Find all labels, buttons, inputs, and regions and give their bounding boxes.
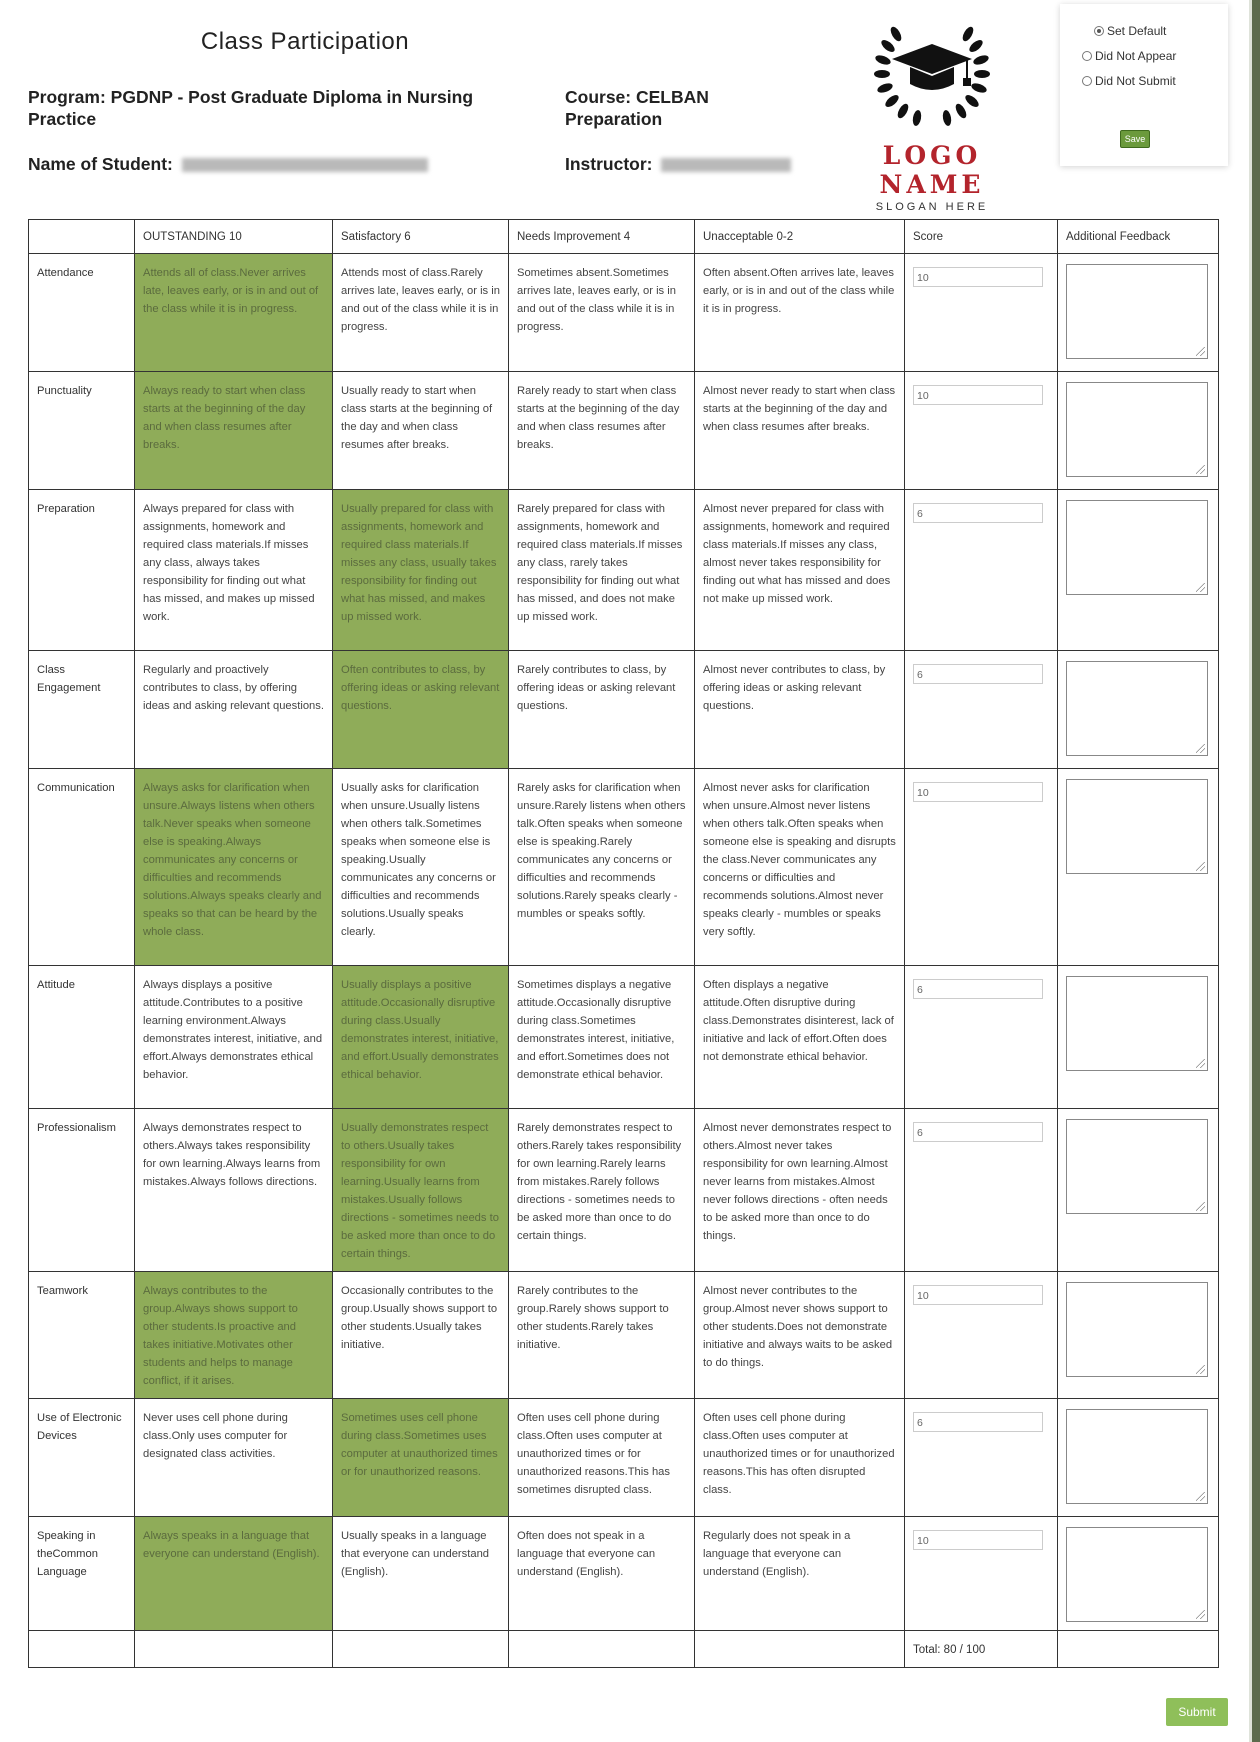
- table-row: [29, 966, 1219, 1109]
- table-row: [29, 1272, 1219, 1399]
- table-header-row: [29, 220, 1219, 254]
- radio-did-not-submit[interactable]: [1082, 74, 1176, 88]
- save-button[interactable]: Save: [1120, 130, 1150, 148]
- feedback-cell: [1058, 1399, 1219, 1517]
- rubric-cell[interactable]: Usually asks for clarification when unsure.Usually listens when others talk.Sometimes speaks when someone else is speaking.Usually communicates any concerns or difficulties and recommends solutions.Usually speaks clearly.: [333, 769, 509, 966]
- table-row: [29, 1399, 1219, 1517]
- score-input[interactable]: 6: [913, 979, 1043, 999]
- table-row: [29, 769, 1219, 966]
- student-field: [28, 153, 428, 175]
- rubric-cell[interactable]: Often absent.Often arrives late, leaves early, or is in and out of the class while it is in progress.: [695, 254, 905, 372]
- course-field: [565, 86, 745, 130]
- rubric-cell[interactable]: Occasionally contributes to the group.Usually shows support to other students.Usually takes initiative.: [333, 1272, 509, 1399]
- rubric-table: [28, 219, 1219, 1668]
- score-cell: [905, 1517, 1058, 1631]
- logo: [832, 14, 1032, 213]
- radio-label: Did Not Appear: [1095, 49, 1177, 63]
- feedback-textarea[interactable]: [1066, 382, 1208, 477]
- score-cell: [905, 372, 1058, 490]
- score-cell: [905, 490, 1058, 651]
- rubric-cell[interactable]: Almost never prepared for class with assignments, homework and required class materials.If misses any class, almost never takes responsibility for finding out what has missed and does not make up missed work.: [695, 490, 905, 651]
- score-input[interactable]: 10: [913, 782, 1043, 802]
- rubric-cell-selected[interactable]: Usually prepared for class with assignments, homework and required class materials.If misses any class, usually takes responsibility for finding out what has missed, and makes up missed work.: [333, 490, 509, 651]
- empty-cell: [695, 1631, 905, 1668]
- feedback-cell: [1058, 254, 1219, 372]
- column-header: [29, 220, 135, 254]
- rubric-cell[interactable]: Almost never demonstrates respect to others.Almost never takes responsibility for own learning.Almost never learns from mistakes.Almost never follows directions - often needs to be asked more than once to do things.: [695, 1109, 905, 1272]
- feedback-textarea[interactable]: [1066, 1119, 1208, 1214]
- column-header: OUTSTANDING 10: [135, 220, 333, 254]
- score-cell: [905, 651, 1058, 769]
- graduation-cap-laurel-icon: [872, 14, 992, 134]
- rubric-cell-selected[interactable]: Often contributes to class, by offering ideas or asking relevant questions.: [333, 651, 509, 769]
- rubric-cell[interactable]: Almost never contributes to class, by offering ideas or asking relevant questions.: [695, 651, 905, 769]
- criterion-cell: Class Engagement: [29, 651, 135, 769]
- course-label: Course:: [565, 87, 632, 107]
- table-row: [29, 372, 1219, 490]
- rubric-cell[interactable]: Rarely ready to start when class starts at the beginning of the day and when class resumes after breaks.: [509, 372, 695, 490]
- feedback-cell: [1058, 769, 1219, 966]
- rubric-cell[interactable]: Always prepared for class with assignments, homework and required class materials.If misses any class, always takes responsibility for finding out what has missed, and makes up missed work.: [135, 490, 333, 651]
- rubric-cell[interactable]: Often does not speak in a language that everyone can understand (English).: [509, 1517, 695, 1631]
- logo-slogan: SLOGAN HERE: [875, 201, 989, 213]
- rubric-cell[interactable]: Often displays a negative attitude.Often disruptive during class.Demonstrates disinterest, lack of initiative and lack of effort.Often does not demonstrate ethical behavior.: [695, 966, 905, 1109]
- instructor-field: [565, 153, 791, 175]
- table-row: [29, 490, 1219, 651]
- instructor-name-redacted: [661, 158, 791, 172]
- page-title: Class Participation: [200, 28, 410, 55]
- rubric-cell-selected[interactable]: Sometimes uses cell phone during class.Sometimes uses computer at unauthorized times or for unauthorized reasons.: [333, 1399, 509, 1517]
- rubric-cell[interactable]: Always demonstrates respect to others.Always takes responsibility for own learning.Always learns from mistakes.Always follows directions.: [135, 1109, 333, 1272]
- criterion-cell: Communication: [29, 769, 135, 966]
- score-input[interactable]: 10: [913, 1530, 1043, 1550]
- rubric-cell-selected[interactable]: Always contributes to the group.Always shows support to other students.Is proactive and takes initiative.Motivates other students and helps to manage conflict, if it arises.: [135, 1272, 333, 1399]
- rubric-cell[interactable]: Regularly and proactively contributes to class, by offering ideas and asking relevant questions.: [135, 651, 333, 769]
- column-header: Satisfactory 6: [333, 220, 509, 254]
- rubric-cell[interactable]: Rarely prepared for class with assignments, homework and required class materials.If misses any class, rarely takes responsibility for finding out what has missed, and does not make up missed work.: [509, 490, 695, 651]
- feedback-textarea[interactable]: [1066, 976, 1208, 1071]
- rubric-cell[interactable]: Attends most of class.Rarely arrives late, leaves early, or is in and out of the class while it is in progress.: [333, 254, 509, 372]
- rubric-cell[interactable]: Usually ready to start when class starts at the beginning of the day and when class resumes after breaks.: [333, 372, 509, 490]
- rubric-cell[interactable]: Almost never ready to start when class starts at the beginning of the day and when class resumes after breaks.: [695, 372, 905, 490]
- rubric-cell-selected[interactable]: Always asks for clarification when unsure.Always listens when others talk.Never speaks when someone else is speaking.Always communicates any concerns or difficulties and recommends solutions.Always speaks clearly and speaks so that can be heard by the whole class.: [135, 769, 333, 966]
- criterion-cell: Punctuality: [29, 372, 135, 490]
- score-input[interactable]: 10: [913, 267, 1043, 287]
- empty-cell: [29, 1631, 135, 1668]
- empty-cell: [333, 1631, 509, 1668]
- feedback-cell: [1058, 1272, 1219, 1399]
- feedback-textarea[interactable]: [1066, 264, 1208, 359]
- empty-cell: [509, 1631, 695, 1668]
- program-label: Program:: [28, 87, 106, 107]
- table-row: [29, 651, 1219, 769]
- score-cell: [905, 1272, 1058, 1399]
- score-input[interactable]: 6: [913, 503, 1043, 523]
- column-header: Needs Improvement 4: [509, 220, 695, 254]
- feedback-cell: [1058, 490, 1219, 651]
- column-header: Additional Feedback: [1058, 220, 1219, 254]
- table-row: [29, 1517, 1219, 1631]
- radio-did-not-appear[interactable]: [1082, 49, 1176, 63]
- column-header: Score: [905, 220, 1058, 254]
- rubric-cell[interactable]: Rarely contributes to the group.Rarely shows support to other students.Rarely takes initiative.: [509, 1272, 695, 1399]
- rubric-cell[interactable]: Almost never asks for clarification when unsure.Almost never listens when others talk.Often speaks when someone else is speaking and disrupts the class.Never communicates any concerns or difficulties and recommends solutions.Almost never speaks clearly - mumbles or speaks very softly.: [695, 769, 905, 966]
- empty-cell: [1058, 1631, 1219, 1668]
- status-panel: [1060, 4, 1228, 166]
- criterion-cell: Speaking in theCommon Language: [29, 1517, 135, 1631]
- form-page: [10, 0, 1248, 1738]
- rubric-cell[interactable]: Often uses cell phone during class.Often uses computer at unauthorized times or for unauthorized reasons.This has often disrupted class.: [695, 1399, 905, 1517]
- criterion-cell: Teamwork: [29, 1272, 135, 1399]
- score-cell: [905, 1109, 1058, 1272]
- logo-name: LOGO NAME: [879, 141, 985, 199]
- feedback-textarea[interactable]: [1066, 1527, 1208, 1622]
- radio-label: Set Default: [1107, 24, 1167, 38]
- score-input[interactable]: 6: [913, 664, 1043, 684]
- criterion-cell: Attitude: [29, 966, 135, 1109]
- page-right-edge-light: [1249, 0, 1252, 1742]
- table-row: [29, 254, 1219, 372]
- score-input[interactable]: 6: [913, 1122, 1043, 1142]
- course-value: CELBAN Preparation: [565, 87, 709, 129]
- score-cell: [905, 254, 1058, 372]
- rubric-cell[interactable]: Regularly does not speak in a language that everyone can understand (English).: [695, 1517, 905, 1631]
- radio-button[interactable]: [1082, 76, 1092, 86]
- program-value: PGDNP - Post Graduate Diploma in Nursing Practice: [28, 87, 474, 129]
- column-header: Unacceptable 0-2: [695, 220, 905, 254]
- criterion-cell: Use of Electronic Devices: [29, 1399, 135, 1517]
- rubric-cell[interactable]: Rarely demonstrates respect to others.Rarely takes responsibility for own learning.Rarely learns from mistakes.Rarely follows directions - sometimes needs to be asked more than once to do certain things.: [509, 1109, 695, 1272]
- instructor-label: Instructor:: [565, 154, 653, 174]
- criterion-cell: Preparation: [29, 490, 135, 651]
- program-field: [28, 86, 488, 130]
- feedback-cell: [1058, 1517, 1219, 1631]
- score-input[interactable]: 10: [913, 385, 1043, 405]
- score-input[interactable]: 10: [913, 1285, 1043, 1305]
- rubric-cell-selected[interactable]: Always speaks in a language that everyone can understand (English).: [135, 1517, 333, 1631]
- total-cell: Total: 80 / 100: [905, 1631, 1058, 1668]
- score-input[interactable]: 6: [913, 1412, 1043, 1432]
- empty-cell: [135, 1631, 333, 1668]
- total-row: [29, 1631, 1219, 1668]
- feedback-cell: [1058, 651, 1219, 769]
- feedback-textarea[interactable]: [1066, 1409, 1208, 1504]
- criterion-cell: Professionalism: [29, 1109, 135, 1272]
- radio-label: Did Not Submit: [1095, 74, 1176, 88]
- rubric-cell-selected[interactable]: Usually demonstrates respect to others.Usually takes responsibility for own learning.Usually learns from mistakes.Usually follows directions - sometimes needs to be asked more than once to do certain things.: [333, 1109, 509, 1272]
- page-right-edge: [1252, 0, 1260, 1742]
- radio-button[interactable]: [1094, 26, 1104, 36]
- rubric-cell[interactable]: Rarely asks for clarification when unsure.Rarely listens when others talk.Often speaks when someone else is speaking.Rarely communicates any concerns or difficulties and recommends solutions.Rarely speaks clearly - mumbles or speaks softly.: [509, 769, 695, 966]
- feedback-cell: [1058, 1109, 1219, 1272]
- score-cell: [905, 966, 1058, 1109]
- score-cell: [905, 769, 1058, 966]
- rubric-cell[interactable]: Sometimes displays a negative attitude.Occasionally disruptive during class.Sometimes demonstrates interest, initiative, and effort.Sometimes does not demonstrate ethical behavior.: [509, 966, 695, 1109]
- feedback-textarea[interactable]: [1066, 1282, 1208, 1377]
- feedback-cell: [1058, 372, 1219, 490]
- table-row: [29, 1109, 1219, 1272]
- rubric-cell[interactable]: Rarely contributes to class, by offering ideas or asking relevant questions.: [509, 651, 695, 769]
- rubric-cell[interactable]: Often uses cell phone during class.Often uses computer at unauthorized times or for unauthorized reasons.This has sometimes disrupted class.: [509, 1399, 695, 1517]
- feedback-cell: [1058, 966, 1219, 1109]
- submit-button[interactable]: Submit: [1166, 1698, 1228, 1726]
- student-label: Name of Student:: [28, 154, 173, 174]
- feedback-textarea[interactable]: [1066, 500, 1208, 595]
- rubric-cell[interactable]: Almost never contributes to the group.Almost never shows support to other students.Does not demonstrate initiative and always waits to be asked to do things.: [695, 1272, 905, 1399]
- rubric-cell-selected[interactable]: Attends all of class.Never arrives late, leaves early, or is in and out of the class while it is in progress.: [135, 254, 333, 372]
- score-cell: [905, 1399, 1058, 1517]
- radio-set-default[interactable]: [1094, 24, 1166, 38]
- criterion-cell: Attendance: [29, 254, 135, 372]
- rubric-cell[interactable]: Usually speaks in a language that everyone can understand (English).: [333, 1517, 509, 1631]
- feedback-textarea[interactable]: [1066, 661, 1208, 756]
- rubric-cell[interactable]: Always displays a positive attitude.Contributes to a positive learning environment.Always demonstrates interest, initiative, and effort.Always demonstrates ethical behavior.: [135, 966, 333, 1109]
- rubric-cell[interactable]: Never uses cell phone during class.Only uses computer for designated class activities.: [135, 1399, 333, 1517]
- feedback-textarea[interactable]: [1066, 779, 1208, 874]
- rubric-cell-selected[interactable]: Usually displays a positive attitude.Occasionally disruptive during class.Usually demonstrates interest, initiative, and effort.Usually demonstrates ethical behavior.: [333, 966, 509, 1109]
- rubric-cell[interactable]: Sometimes absent.Sometimes arrives late, leaves early, or is in and out of the class while it is in progress.: [509, 254, 695, 372]
- radio-button[interactable]: [1082, 51, 1092, 61]
- student-name-redacted: [182, 158, 428, 172]
- rubric-cell-selected[interactable]: Always ready to start when class starts at the beginning of the day and when class resumes after breaks.: [135, 372, 333, 490]
